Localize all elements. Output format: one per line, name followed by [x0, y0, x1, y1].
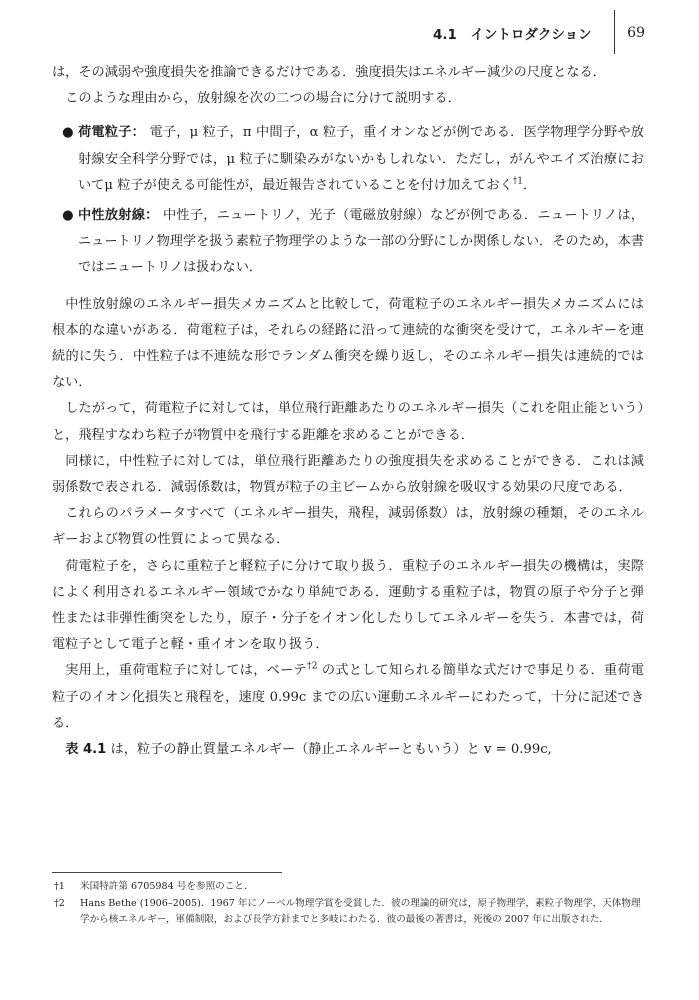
- bullet-list: [52, 120, 644, 281]
- body-text: [52, 60, 644, 763]
- paragraph: これらのパラメータすべて（エネルギー損失，飛程，減弱係数）は，放射線の種類，そのエネルギーおよび物質の性質によって異なる．: [52, 506, 644, 548]
- footnote-ref: †2: [306, 662, 318, 673]
- bullet-dot-icon: ●: [62, 208, 74, 224]
- paragraph: 荷電粒子を，さらに重粒子と軽粒子に分けて取り扱う．重粒子のエネルギー損失の機構は，実際によく利用されるエネルギー領域でかなり単純である．運動する重粒子は，物質の原子や分子と弾性または非弾性衝突をしたり，原子・分子をイオン化したりしてエネルギーを失う．本書では，荷電粒子として電子と軽・重イオンを取り扱う．: [52, 558, 644, 653]
- bullet-text: 中性子，ニュートリノ，光子（電磁放射線）などが例である．ニュートリノは，ニュートリノ物理学を扱う素粒子物理学のような一部の分野にしか関係しない．そのため，本書ではニュートリノは扱わない．: [78, 208, 645, 276]
- text-span: の式として知られる簡単な式だけで事足りる．重荷電粒子のイオン化損失と飛程を，速度 0.99c までの広い運動エネルギーにわたって，十分に記述できる．: [52, 663, 645, 731]
- footnote: [52, 896, 644, 929]
- text-span: は，粒子の静止質量エネルギー（静止エネルギーともいう）と v = 0.99c,: [106, 742, 552, 758]
- page-number: 69: [627, 25, 645, 41]
- running-header: [433, 20, 645, 46]
- bullet-text: 電子，μ 粒子，π 中間子，α 粒子，重イオンなどが例である．医学物理学分野や放射線安全科学分野では，μ 粒子に馴染みがないかもしれない．ただし，がんやエイズ治療においてμ 粒子が使える可能性が，最近報告されていることを付け加えておく: [78, 125, 644, 193]
- footnote-mark: †2: [54, 897, 65, 909]
- paragraph: 中性放射線のエネルギー損失メカニズムと比較して，荷電粒子のエネルギー損失メカニズムには根本的な違いがある．荷電粒子は，それらの経路に沿って連続的な衝突を受けて，エネルギーを連続的に失う．中性粒子は不連続な形でランダム衝突を繰り返し，そのエネルギー損失は連続的ではない．: [52, 296, 644, 391]
- footnote: [52, 879, 644, 896]
- footnote-text: 米国特許第 6705984 号を参照のこと．: [80, 881, 254, 892]
- footnote-mark: †1: [54, 881, 65, 892]
- section-title: 4.1 イントロダクション: [433, 27, 592, 43]
- paragraph: [52, 658, 644, 737]
- bullet-item-neutral: [58, 203, 644, 282]
- bullet-term: 中性放射線：: [78, 208, 159, 224]
- paragraph: 同様に，中性粒子に対しては，単位飛行距離あたりの強度損失を求めることができる．これは減弱係数で表される．減弱係数は，物質が粒子の主ビームから放射線を吸収する効果の尺度である．: [52, 453, 644, 496]
- footnote-text: Hans Bethe (1906–2005)．1967 年にノーベル物理学賞を受賞した．彼の理論的研究は，原子物理学，素粒子物理学，天体物理学から核エネルギー，軍備制限，および長学方針までと多岐にわたる．彼の最後の著書は，死後の 2007 年に出版された．: [80, 897, 641, 925]
- bullet-text-end: ．: [523, 177, 537, 193]
- text-span: 実用上，重荷電粒子に対しては，ベーテ: [65, 663, 307, 679]
- footnotes: [52, 872, 644, 929]
- paragraph: [52, 737, 644, 763]
- paragraph: このような理由から，放射線を次の二つの場合に分けて説明する．: [65, 91, 461, 107]
- bullet-dot-icon: ●: [62, 125, 74, 141]
- bullet-term: 荷電粒子：: [78, 125, 146, 141]
- footnote-separator: [52, 872, 282, 873]
- header-rule: [614, 10, 616, 54]
- table-ref: 表 4.1: [65, 742, 107, 758]
- paragraph: は，その減弱や強度損失を推論できるだけである．強度損失はエネルギー減少の尺度となる．: [52, 65, 606, 80]
- bullet-item-charged: [58, 120, 644, 199]
- paragraph: したがって，荷電粒子に対しては，単位飛行距離あたりのエネルギー損失（これを阻止能という）と，飛程すなわち粒子が物質中を飛行する距離を求めることができる．: [52, 401, 644, 443]
- footnote-ref: †1: [512, 176, 523, 187]
